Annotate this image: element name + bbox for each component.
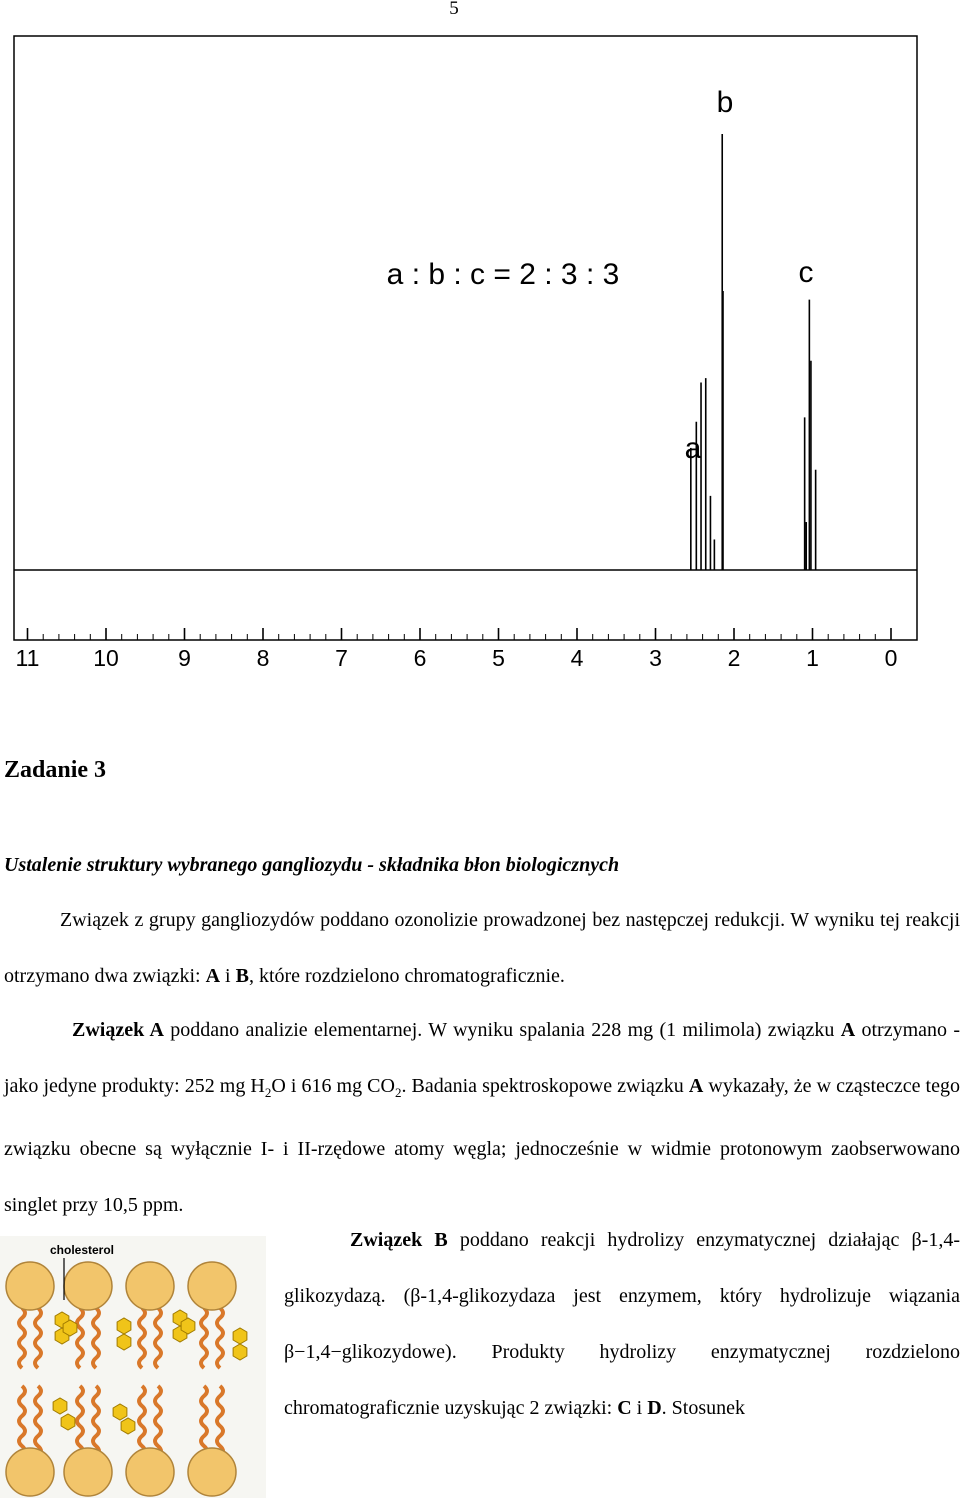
- lipid-head: [6, 1448, 54, 1496]
- cholesterol-ring: [63, 1320, 77, 1336]
- paragraph-3: Związek B poddano reakcji hydrolizy enzymatycznej działając β-1,4-glikozydazą. (β-1,4-glikozydaza jest enzymem, który hydrolizuje wiązania β−1,4−glikozydowe). Produkty hydrolizy enzymatycznej rozdzielono chromatograficznie uzyskując 2 związki: C i D. Stosunek: [284, 1229, 960, 1419]
- lipid-head: [64, 1262, 112, 1310]
- axis-tick-label: 9: [178, 645, 191, 671]
- peak-label-a: a: [684, 432, 702, 465]
- task-heading: Zadanie 3: [4, 757, 107, 783]
- cholesterol-ring: [53, 1398, 67, 1414]
- cholesterol-ring: [117, 1318, 131, 1334]
- peak-label-b: b: [716, 86, 734, 119]
- axis-tick-label: 0: [884, 645, 898, 671]
- lipid-head: [6, 1262, 54, 1310]
- axis-tick-label: 2: [727, 645, 741, 671]
- cholesterol-ring: [117, 1334, 131, 1350]
- task-subtitle: Ustalenie struktury wybranego gangliozydu - składnika błon biologicznych: [4, 854, 620, 876]
- axis-tick-label: 5: [492, 645, 505, 671]
- axis-tick-labels: [16, 645, 898, 671]
- axis-tick-label: 1: [806, 645, 819, 671]
- cholesterol-label: cholesterol: [50, 1243, 115, 1257]
- cholesterol-ring: [233, 1344, 247, 1360]
- axis-tick-label: 8: [256, 645, 270, 671]
- axis-tick-label: 3: [649, 645, 662, 671]
- cholesterol-ring: [121, 1418, 135, 1434]
- lipid-head: [188, 1448, 236, 1496]
- lipid-head: [64, 1448, 112, 1496]
- paragraph-1: Związek z grupy gangliozydów poddano ozonolizie prowadzonej bez następczej redukcji. W wyniku tej reakcji otrzymano dwa związki: A i B, które rozdzielono chromatograficznie.: [4, 909, 960, 987]
- peaks: [691, 134, 816, 570]
- axis-tick-label: 11: [15, 645, 40, 671]
- nmr-spectrum: [0, 28, 930, 688]
- lipid-head: [126, 1262, 174, 1310]
- cholesterol-ring: [181, 1318, 195, 1334]
- membrane-illustration: [0, 1236, 266, 1498]
- peak-label-c: c: [798, 256, 814, 289]
- cholesterol-ring: [61, 1414, 75, 1430]
- paragraph-2: Związek A poddano analizie elementarnej. W wyniku spalania 228 mg (1 milimola) związku A otrzymano - jako jedyne produkty: 252 mg $H_2O$ i 616 mg $CO_2$. Badania spektroskopowe związku A wykazały, że w cząsteczce tego związku obecne są wyłącznie I- i II-rzędowe atomy węgla; jednocześnie w widmie protonowym zaobserwowano singlet przy 10,5 ppm.: [4, 1019, 960, 1216]
- axis-tick-label: 10: [93, 645, 119, 671]
- spectrum-frame: [14, 36, 917, 640]
- cholesterol-ring: [233, 1328, 247, 1344]
- axis-ticks: [28, 628, 892, 640]
- page-number: 5: [449, 0, 459, 19]
- cholesterol-ring: [113, 1404, 127, 1420]
- ratio-label: a : b : c = 2 : 3 : 3: [386, 258, 620, 291]
- axis-tick-label: 4: [570, 645, 584, 671]
- lipid-head: [126, 1448, 174, 1496]
- lipid-head: [188, 1262, 236, 1310]
- axis-tick-label: 7: [335, 645, 348, 671]
- axis-tick-label: 6: [413, 645, 427, 671]
